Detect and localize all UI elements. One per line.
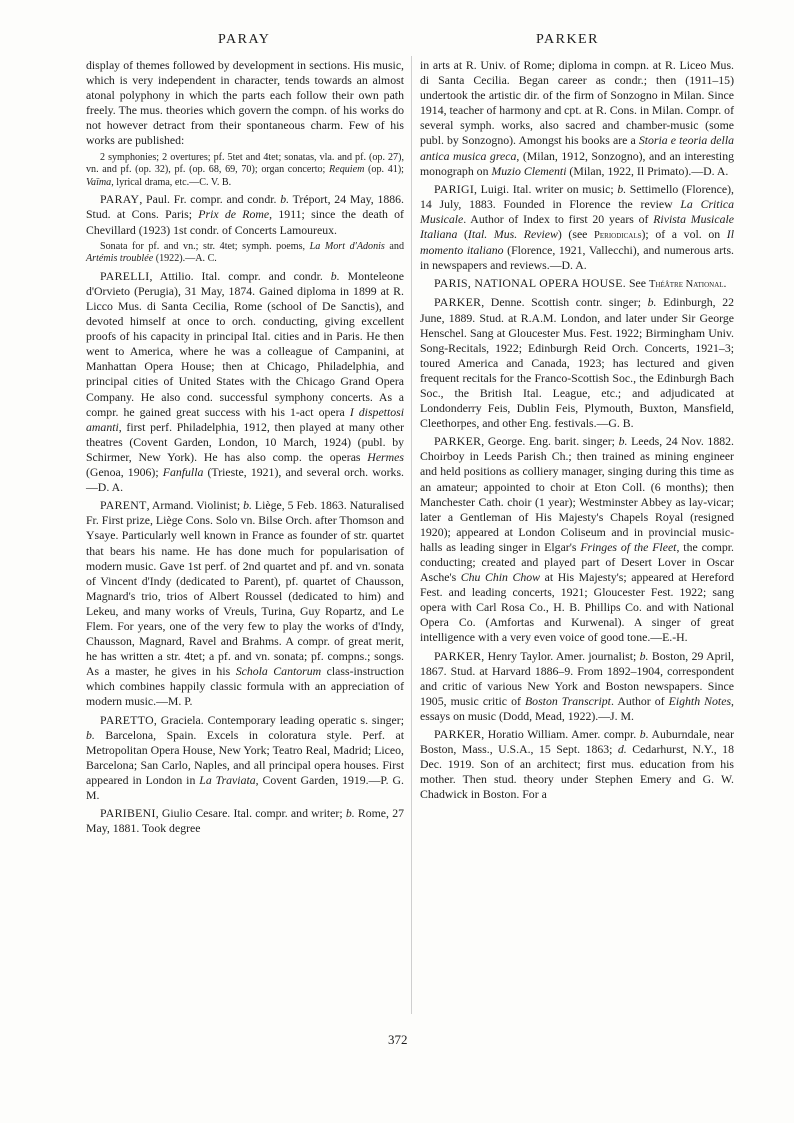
entry-parigi: PARIGI, Luigi. Ital. writer on music; b. Settimello (Florence), 14 July, 1883. Founded in Florence the review La Critica Musicale. Author of Index to first 20 years of Rivista Musicale Italiana (Ital. Mus. Review) (see Periodicals); of a vol. on Il momento italiano (Florence, 1921, Vallecchi), and numerous arts. in newspapers and reviews.—D. A. — [420, 181, 735, 273]
headword: PARIS, NATIONAL OPERA HOUSE. — [434, 276, 627, 291]
headword: PARAY — [100, 192, 140, 207]
entry-paris-opera: PARIS, NATIONAL OPERA HOUSE. See Théâtre National. — [434, 276, 727, 291]
entry-parker-george: PARKER, George. Eng. barit. singer; b. Leeds, 24 Nov. 1882. Choirboy in Leeds Parish Ch.; then trained as mining engineer and held positions as colliery manager, singing during this time as an amateur; appointed to choir at Eton Coll. (6 months); then Manchester Cath. choir (1 year); Westminster Abbey as lay-vicar; later a Gentleman of His Majesty's Chapels Royal (resigned 1920); appeared at London Coliseum and in provincial music-halls as leading singer in Elgar's Fringes of the Fleet, the compr. conducting; created and played part of Desert Lover in Oscar Asche's Chu Chin Chow at His Majesty's; appeared at Hereford Fest. and leading concerts, 1921; Gloucester Fest. 1922; sang opera with Carl Rosa Co., H. B. Phillips Co. and with National Opera Co. (Amfortas and Kurwenal). A singer of great intelligence with a very even voice of good tone.—E.-H. — [420, 434, 735, 645]
running-head-right: PARKER — [536, 32, 599, 47]
works-list: 2 symphonies; 2 overtures; pf. 5tet and 4tet; sonatas, vla. and pf. (op. 27), vn. and pf. (op. 32), pf. (op. 68, 69, 70); organ concerto; Requiem (op. 41); Vaïma, lyrical drama, etc.—C. V. B. — [86, 151, 404, 188]
entry-continuation: in arts at R. Univ. of Rome; diploma in compn. at R. Liceo Mus. di Santa Cecilia. Began career as condr.; then (1911–15) undertook the artistic dir. of the firm of Sonzogno in Milan. Since 1914, teacher of harmony and cpt. at R. Cons. in Milan. Compr. of several symph. works, also sacred and chamber-music (some publ. by Sonzogno). Amongst his books are a Storia e teoria della antica musica greca, (Milan, 1912, Sonzogno), and an interesting monograph on Muzio Clementi (Milan, 1922, Il Primato).—D. A. — [420, 58, 734, 178]
headword: PARKER — [434, 434, 482, 449]
entry-paretto: PARETTO, Graciela. Contemporary leading operatic s. singer; b. Barcelona, Spain. Excels in coloratura style. Perf. at Metropolitan Opera House, New York; Teatro Real, Madrid; Liceo, Barcelona; San Carlo, Naples, and all principal opera houses. First appeared in London in La Traviata, Covent Garden, 1919.—P. G. M. — [86, 712, 405, 802]
cross-reference: Periodicals — [594, 230, 642, 242]
headword: PARETTO — [100, 712, 154, 727]
headword: PARKER — [434, 648, 482, 663]
works-list: Sonata for pf. and vn.; str. 4tet; symph. poems, La Mort d'Adonis and Artémis troublée (1922).—A. C. — [86, 240, 405, 265]
headword: PARIBENI — [100, 806, 156, 821]
headword: PARKER — [434, 295, 482, 310]
headword: PARENT — [100, 498, 147, 513]
entry-paribeni: PARIBENI, Giulio Cesare. Ital. compr. and writer; b. Rome, 27 May, 1881. Took degree — [86, 806, 404, 836]
entry-parker-denne: PARKER, Denne. Scottish contr. singer; b. Edinburgh, 22 June, 1889. Stud. at R.A.M. London, and later under Sir George Henschel. Sang at Gloucester Mus. Fest. 1922; Birmingham Univ. Song-Recitals, 1922; Edinburgh Reid Orch. Concerts, 1921–3; toured America and Canada, 1923; has lectured and given frequent recitals for the Franco-Scottish Soc., the Edinburgh Bach Soc., the British Ital. League, etc.; and adjudicated at Londonderry Feis, Dublin Feis, Plymouth, Buxton, Mansfield, Cleethorpes, and other Eng. festivals.—G. B. — [420, 295, 735, 431]
cross-reference: Théâtre National — [648, 279, 724, 291]
entry-parker-horatio: PARKER, Horatio William. Amer. compr. b. Auburndale, near Boston, Mass., U.S.A., 15 Sept. 1863; d. Cedarhurst, N.Y., 18 Dec. 1919. Son of an architect; first mus. education from his mother. Then stud. theory under Stephen Emery and G. W. Chadwick in Boston. For a — [420, 727, 735, 802]
headword: PARELLI — [100, 268, 150, 283]
running-head-left: PARAY — [218, 32, 271, 47]
left-column — [86, 58, 404, 839]
headword: PARIGI — [434, 181, 475, 196]
entry-parker-henry: PARKER, Henry Taylor. Amer. journalist; b. Boston, 29 April, 1867. Stud. at Harvard 1886–9. From 1892–1904, correspondent and critic of various New York and Boston newspapers. Since 1905, music critic of Boston Transcript. Author of Eighth Notes, essays on music (Dodd, Mead, 1922).—J. M. — [420, 648, 734, 723]
entry-parent: PARENT, Armand. Violinist; b. Liège, 5 Feb. 1863. Naturalised Fr. First prize, Liège Cons. Solo vn. Bilse Orch. after Thomson and Ysaye. Particularly well known in France as founder of str. quartet that bears his name. He has done much for popularisation of modern music. Gave 1st perf. of 2nd quartet and pf. and vn. sonata of Vincent d'Indy (dedicated to Parent), pf. quartet of Chausson, Magnard's trio, trios of Albert Roussel (dedicated to him) and Lekeu, and many works of Vreuls, Turina, Guy Ropartz, and Le Flem. For years, one of the very few to play the works of d'Indy, Chausson, Magnard, Ravel and Brahms. A compr. of great merit, he has written a str. 4tet; a pf. and vn. sonata; pf. compns.; songs. As a master, he gives in his Schola Cantorum class-instruction which combines happily classic formula with an appreciation of modern music.—M. P. — [86, 498, 404, 709]
entry-parelli: PARELLI, Attilio. Ital. compr. and condr. b. Monteleone d'Orvieto (Perugia), 31 May, 1874. Gained diploma in 1899 at R. Licco Mus. di Santa Cecilia, Rome (school of De Sanctis), and devoted himself at once to orch. conducting, giving excellent proofs of his capacity in principal Ital. cities and in Paris. He then went to America, where he was a colleague of Campanini, at Manhattan Opera House; then at Chicago, Philadelphia, and principal cities of United States with the Chicago Grand Opera Company. He also cond. successful symphony concerts. As a compr. he gained great success with his 1-act opera I dispettosi amanti, first perf. Philadelphia, 1912, then played at many other theatres (Covent Garden, London, 10 March, 1924) (publ. by Schirmer, New York). He has also comp. the operas Hermes (Genoa, 1906); Fanfulla (Trieste, 1921), and several orch. works.—D. A. — [86, 268, 404, 495]
headword: PARKER — [434, 727, 482, 742]
entry-continuation: display of themes followed by development in sections. His music, which is very independent in character, tends towards an almost atonal polyphony in which the parts each follow their own path freely. The mus. theories which govern the compn. of his works do not however detract from their spontaneous charm. Few of his works are published: — [86, 58, 404, 148]
right-column — [420, 58, 734, 806]
page-number: 372 — [388, 1032, 408, 1047]
entry-paray: PARAY, Paul. Fr. compr. and condr. b. Tréport, 24 May, 1886. Stud. at Cons. Paris; Prix de Rome, 1911; since the death of Chevillard (1923) 1st condr. of Concerts Lamoureux. — [86, 192, 404, 237]
column-divider — [411, 56, 412, 1014]
